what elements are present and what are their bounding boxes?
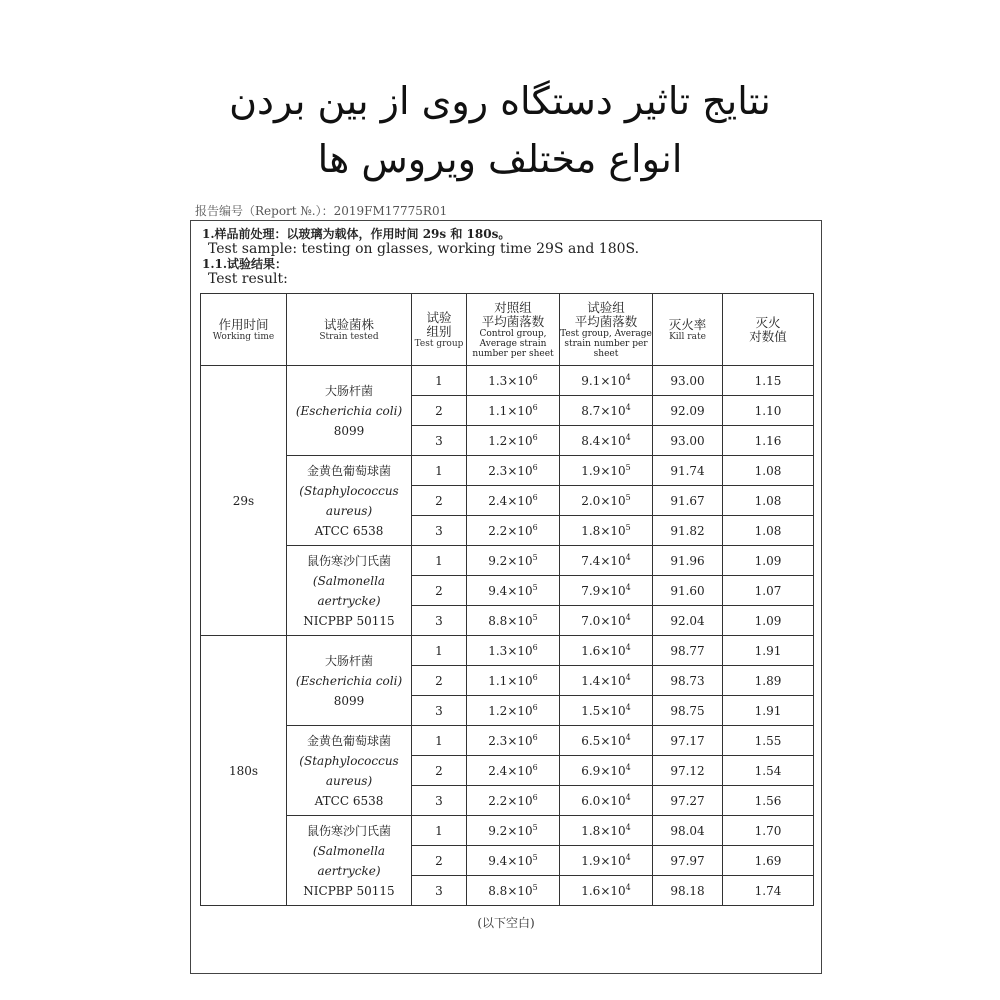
header-kill-rate: 灭火率 Kill rate bbox=[653, 294, 723, 366]
table-row bbox=[201, 456, 814, 486]
strain-cell bbox=[287, 636, 412, 726]
test-group-cell: 1 bbox=[412, 726, 467, 756]
control-count-cell: $1.1\times 10^6$ bbox=[467, 396, 560, 426]
strain-cell bbox=[287, 546, 412, 636]
strain-code: NICPBP 50115 bbox=[303, 613, 395, 628]
log-value-cell: 1.16 bbox=[723, 426, 814, 456]
test-group-cell: 1 bbox=[412, 636, 467, 666]
kill-rate-cell: 92.04 bbox=[653, 606, 723, 636]
kill-rate-cell: 91.67 bbox=[653, 486, 723, 516]
strain-latin-name: (Salmonella aertrycke) bbox=[312, 843, 386, 878]
log-value-cell: 1.56 bbox=[723, 786, 814, 816]
table-body bbox=[201, 366, 814, 906]
test-count-cell: $7.4\times 10^4$ bbox=[560, 546, 653, 576]
kill-rate-cell: 98.18 bbox=[653, 876, 723, 906]
strain-cell bbox=[287, 456, 412, 546]
test-count-cell: $1.8\times 10^5$ bbox=[560, 516, 653, 546]
strain-code: ATCC 6538 bbox=[314, 523, 384, 538]
test-count-cell: $1.8\times 10^4$ bbox=[560, 816, 653, 846]
kill-rate-cell: 93.00 bbox=[653, 426, 723, 456]
kill-rate-cell: 97.12 bbox=[653, 756, 723, 786]
test-count-cell: $6.5\times 10^4$ bbox=[560, 726, 653, 756]
test-count-cell: $6.9\times 10^4$ bbox=[560, 756, 653, 786]
strain-cell bbox=[287, 816, 412, 906]
log-value-cell: 1.91 bbox=[723, 696, 814, 726]
test-group-cell: 2 bbox=[412, 666, 467, 696]
strain-latin-name: (Escherichia coli) bbox=[295, 403, 403, 418]
control-count-cell: $1.2\times 10^6$ bbox=[467, 426, 560, 456]
header-test-group-count: 试验组 平均菌落数 Test group, Average strain number per sheet bbox=[560, 294, 653, 366]
kill-rate-cell: 91.60 bbox=[653, 576, 723, 606]
control-count-cell: $2.3\times 10^6$ bbox=[467, 456, 560, 486]
test-group-cell: 3 bbox=[412, 516, 467, 546]
strain-name-zh: 金黄色葡萄球菌 bbox=[306, 463, 391, 478]
control-count-cell: $1.2\times 10^6$ bbox=[467, 696, 560, 726]
log-value-cell: 1.74 bbox=[723, 876, 814, 906]
header-strain-tested: 试验菌株 Strain tested bbox=[287, 294, 412, 366]
control-count-cell: $2.4\times 10^6$ bbox=[467, 756, 560, 786]
page-title bbox=[0, 72, 1000, 188]
test-group-cell: 2 bbox=[412, 486, 467, 516]
title-line-2: انواع مختلف ویروس ها bbox=[317, 137, 683, 181]
strain-latin-name: (Escherichia coli) bbox=[295, 673, 403, 688]
log-value-cell: 1.08 bbox=[723, 456, 814, 486]
kill-rate-cell: 98.77 bbox=[653, 636, 723, 666]
table-row bbox=[201, 636, 814, 666]
log-value-cell: 1.89 bbox=[723, 666, 814, 696]
test-group-cell: 2 bbox=[412, 756, 467, 786]
log-value-cell: 1.70 bbox=[723, 816, 814, 846]
test-count-cell: $8.7\times 10^4$ bbox=[560, 396, 653, 426]
strain-latin-name: (Staphylococcus aureus) bbox=[299, 753, 399, 788]
log-value-cell: 1.91 bbox=[723, 636, 814, 666]
test-count-cell: $6.0\times 10^4$ bbox=[560, 786, 653, 816]
kill-rate-cell: 92.09 bbox=[653, 396, 723, 426]
test-count-cell: $8.4\times 10^4$ bbox=[560, 426, 653, 456]
log-value-cell: 1.09 bbox=[723, 606, 814, 636]
kill-rate-cell: 91.96 bbox=[653, 546, 723, 576]
test-group-cell: 1 bbox=[412, 456, 467, 486]
test-count-cell: $1.9\times 10^4$ bbox=[560, 846, 653, 876]
table-header-row bbox=[201, 294, 814, 366]
log-value-cell: 1.10 bbox=[723, 396, 814, 426]
kill-rate-cell: 98.73 bbox=[653, 666, 723, 696]
test-count-cell: $1.6\times 10^4$ bbox=[560, 636, 653, 666]
control-count-cell: $2.4\times 10^6$ bbox=[467, 486, 560, 516]
kill-rate-cell: 93.00 bbox=[653, 366, 723, 396]
control-count-cell: $9.4\times 10^5$ bbox=[467, 846, 560, 876]
test-count-cell: $1.6\times 10^4$ bbox=[560, 876, 653, 906]
header-working-time: 作用时间 Working time bbox=[201, 294, 287, 366]
report-number: 报告编号（Report №.）：2019FM17775R01 bbox=[195, 204, 448, 218]
test-group-cell: 1 bbox=[412, 366, 467, 396]
control-count-cell: $8.8\times 10^5$ bbox=[467, 876, 560, 906]
kill-rate-cell: 97.17 bbox=[653, 726, 723, 756]
strain-latin-name: (Staphylococcus aureus) bbox=[299, 483, 399, 518]
strain-latin-name: (Salmonella aertrycke) bbox=[312, 573, 386, 608]
control-count-cell: $9.2\times 10^5$ bbox=[467, 546, 560, 576]
control-count-cell: $9.2\times 10^5$ bbox=[467, 816, 560, 846]
log-value-cell: 1.15 bbox=[723, 366, 814, 396]
kill-rate-cell: 97.27 bbox=[653, 786, 723, 816]
log-value-cell: 1.55 bbox=[723, 726, 814, 756]
results-table bbox=[200, 293, 814, 906]
strain-code: 8099 bbox=[333, 693, 365, 708]
working-time-cell: 29s bbox=[201, 366, 287, 636]
test-group-cell: 3 bbox=[412, 786, 467, 816]
log-value-cell: 1.09 bbox=[723, 546, 814, 576]
strain-name-zh: 鼠伤寒沙门氏菌 bbox=[306, 823, 391, 838]
header-log-value: 灭火 对数值 bbox=[723, 294, 814, 366]
section-header bbox=[202, 227, 639, 287]
test-group-cell: 1 bbox=[412, 546, 467, 576]
kill-rate-cell: 91.74 bbox=[653, 456, 723, 486]
log-value-cell: 1.08 bbox=[723, 516, 814, 546]
table-row bbox=[201, 546, 814, 576]
blank-below-note: (以下空白) bbox=[477, 916, 535, 930]
header-control-group: 对照组 平均菌落数 Control group, Average strain number per sheet bbox=[467, 294, 560, 366]
strain-name-zh: 金黄色葡萄球菌 bbox=[306, 733, 391, 748]
kill-rate-cell: 91.82 bbox=[653, 516, 723, 546]
test-count-cell: $7.0\times 10^4$ bbox=[560, 606, 653, 636]
test-group-cell: 3 bbox=[412, 606, 467, 636]
test-count-cell: $1.9\times 10^5$ bbox=[560, 456, 653, 486]
table-row bbox=[201, 816, 814, 846]
log-value-cell: 1.08 bbox=[723, 486, 814, 516]
control-count-cell: $8.8\times 10^5$ bbox=[467, 606, 560, 636]
kill-rate-cell: 97.97 bbox=[653, 846, 723, 876]
strain-code: 8099 bbox=[333, 423, 365, 438]
kill-rate-cell: 98.75 bbox=[653, 696, 723, 726]
strain-name-zh: 鼠伤寒沙门氏菌 bbox=[306, 553, 391, 568]
control-count-cell: $1.1\times 10^6$ bbox=[467, 666, 560, 696]
test-count-cell: $2.0\times 10^5$ bbox=[560, 486, 653, 516]
control-count-cell: $2.2\times 10^6$ bbox=[467, 516, 560, 546]
table-row bbox=[201, 726, 814, 756]
test-group-cell: 2 bbox=[412, 396, 467, 426]
kill-rate-cell: 98.04 bbox=[653, 816, 723, 846]
test-group-cell: 3 bbox=[412, 696, 467, 726]
control-count-cell: $9.4\times 10^5$ bbox=[467, 576, 560, 606]
strain-name-zh: 大肠杆菌 bbox=[324, 383, 373, 398]
strain-cell bbox=[287, 366, 412, 456]
log-value-cell: 1.69 bbox=[723, 846, 814, 876]
strain-code: NICPBP 50115 bbox=[303, 883, 395, 898]
control-count-cell: $1.3\times 10^6$ bbox=[467, 636, 560, 666]
control-count-cell: $2.3\times 10^6$ bbox=[467, 726, 560, 756]
strain-cell bbox=[287, 726, 412, 816]
log-value-cell: 1.07 bbox=[723, 576, 814, 606]
title-line-1: نتایج تاثیر دستگاه روی از بین بردن bbox=[229, 79, 771, 123]
test-count-cell: $1.4\times 10^4$ bbox=[560, 666, 653, 696]
section-heading-en: Test sample: testing on glasses, working time 29S and 180S. bbox=[208, 241, 640, 257]
test-count-cell: $9.1\times 10^4$ bbox=[560, 366, 653, 396]
result-heading-en: Test result: bbox=[208, 271, 288, 287]
control-count-cell: $1.3\times 10^6$ bbox=[467, 366, 560, 396]
strain-name-zh: 大肠杆菌 bbox=[324, 653, 373, 668]
result-heading-zh: 1.1.试验结果： bbox=[202, 257, 288, 271]
test-count-cell: $1.5\times 10^4$ bbox=[560, 696, 653, 726]
working-time-cell: 180s bbox=[201, 636, 287, 906]
test-group-cell: 1 bbox=[412, 816, 467, 846]
test-group-cell: 2 bbox=[412, 846, 467, 876]
control-count-cell: $2.2\times 10^6$ bbox=[467, 786, 560, 816]
test-group-cell: 3 bbox=[412, 876, 467, 906]
header-test-group: 试验 组别 Test group bbox=[412, 294, 467, 366]
test-group-cell: 2 bbox=[412, 576, 467, 606]
test-count-cell: $7.9\times 10^4$ bbox=[560, 576, 653, 606]
test-group-cell: 3 bbox=[412, 426, 467, 456]
strain-code: ATCC 6538 bbox=[314, 793, 384, 808]
section-heading-zh: 1.样品前处理：以玻璃为载体，作用时间 29s 和 180s。 bbox=[202, 227, 511, 241]
table-row bbox=[201, 366, 814, 396]
log-value-cell: 1.54 bbox=[723, 756, 814, 786]
